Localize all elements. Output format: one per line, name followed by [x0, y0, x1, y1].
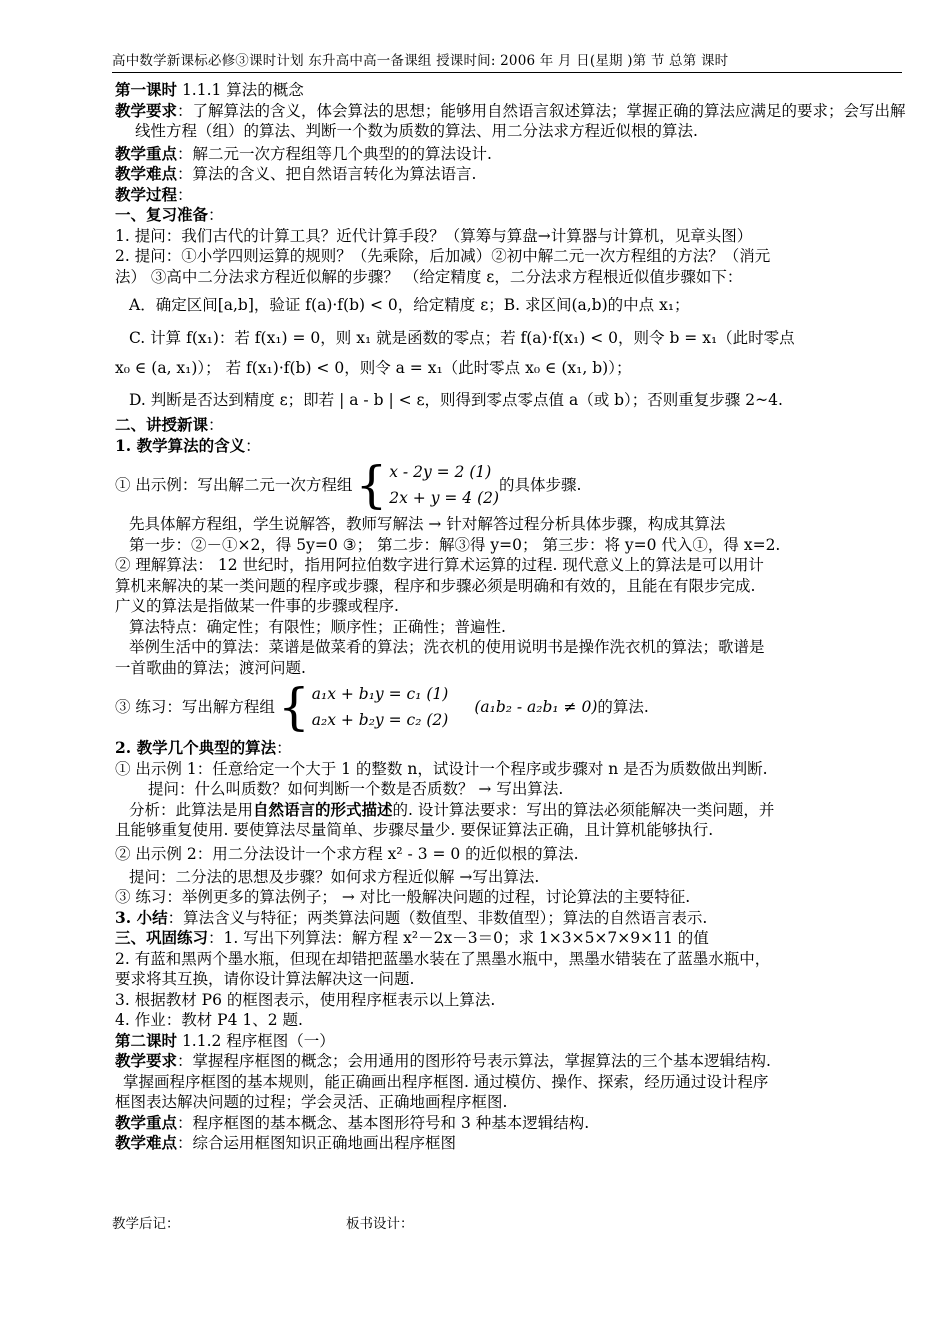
- typical-example-2-question: 提问：二分法的思想及步骤？如何求方程近似解 →写出算法.: [129, 867, 540, 886]
- lesson2-title: 第二课时 1.1.2 程序框图（一）: [115, 1030, 335, 1050]
- lesson2-difficulties: 教学难点：综合运用框图知识正确地画出程序框图: [115, 1133, 457, 1152]
- review-question-1: 1. 提问：我们古代的计算工具？近代计算手段？（算筹与算盘→计算器与计算机，见章头图）: [115, 226, 753, 245]
- practice-4-homework: 4. 作业：教材 P4 1、2 题.: [115, 1011, 303, 1029]
- section-review-heading: 一、复习准备：: [115, 205, 224, 224]
- practice-2b: 要求将其互换，请你设计算法解决这一问题.: [115, 970, 415, 988]
- practice-2a: 2. 有蓝和黑两个墨水瓶，但现在却错把蓝墨水装在了黑墨水瓶中，黑墨水错装在了蓝墨水瓶中，: [115, 949, 771, 968]
- example-1-equation-system: ① 出示例：写出解二元一次方程组 { x - 2y = 2 (1) 2x + y = 4 (2) 的具体步骤.: [115, 456, 582, 514]
- lesson2-requirements-a: 教学要求：掌握程序框图的概念；会用通用的图形符号表示算法，掌握算法的三个基本逻辑结构.: [115, 1051, 771, 1070]
- subsection-1-heading: 1. 教学算法的含义：: [115, 435, 261, 455]
- page-header: 高中数学新课标必修③课时计划 东升高中高一备课组 授课时间: 2006 年 月 日(星期 )第 节 总第 课时: [112, 49, 902, 73]
- equation-system: a₁x + b₁y = c₁ (1) a₂x + b₂y = c₂ (2): [311, 685, 449, 729]
- equation-system: x - 2y = 2 (1) 2x + y = 4 (2): [389, 463, 500, 507]
- typical-example-1-question: 提问：什么叫质数？如何判断一个数是否质数？ → 写出算法.: [148, 780, 564, 798]
- summary: 3. 小结：算法含义与特征；两类算法问题（数值型、非数值型）；算法的自然语言表示.: [115, 907, 708, 927]
- review-question-2b: 法） ③高中二分法求方程近似解的步骤？ （给定精度 ε，二分法求方程根近似值步骤如下：: [115, 267, 743, 286]
- lesson1-process-heading: 教学过程：: [115, 184, 193, 204]
- teaching-notes-label: 教学后记：: [112, 1216, 180, 1232]
- bisection-step-a: A．确定区间[a,b]，验证 f(a)·f(b) < 0，给定精度 ε；B. 求区间(a,b)的中点 x₁；: [129, 296, 690, 314]
- left-brace-icon: {: [277, 678, 310, 736]
- bisection-step-d: D. 判断是否达到精度 ε；即若 | a - b | < ε，则得到零点零点值 a（或 b）；否则重复步骤 2~4.: [129, 391, 783, 409]
- analysis-line-b: 且能够重复使用. 要使算法尽量简单、步骤尽量少. 要保证算法正确，且计算机能够执行.: [115, 821, 714, 839]
- board-design-label: 板书设计：: [346, 1216, 414, 1232]
- life-examples-a: 举例生活中的算法：菜谱是做菜肴的算法；洗衣机的使用说明书是操作洗衣机的算法；歌谱是: [129, 638, 765, 656]
- life-examples-b: 一首歌曲的算法；渡河问题.: [115, 658, 306, 677]
- example-1-description: 先具体解方程组，学生说解答，教师写解法 → 针对解答过程分析具体步骤，构成其算法: [129, 515, 726, 533]
- lesson1-title: 第一课时 1.1.1 算法的概念: [115, 80, 304, 99]
- lesson2-requirements-c: 框图表达解决问题的过程；学会灵活、正确地画程序框图.: [115, 1093, 508, 1111]
- practice-3: 3. 根据教材 P6 的框图表示，使用程序框表示以上算法.: [115, 990, 496, 1009]
- section-new-lesson-heading: 二、讲授新课：: [115, 415, 224, 434]
- typical-exercise-3: ③ 练习：举例更多的算法例子； → 对比一般解决问题的过程，讨论算法的主要特征.: [115, 888, 691, 906]
- review-question-2a: 2. 提问：①小学四则运算的规则？（先乘除，后加减）②初中解二元一次方程组的方法？（消元: [115, 247, 771, 265]
- understanding-algorithm-c: 广义的算法是指做某一件事的步骤或程序.: [115, 597, 399, 615]
- lesson1-difficulties: 教学难点：算法的含义、把自然语言转化为算法语言.: [115, 164, 477, 183]
- lesson1-key-points: 教学重点：解二元一次方程组等几个典型的的算法设计.: [115, 143, 492, 163]
- document-body: [115, 80, 911, 1154]
- bisection-step-c1: C. 计算 f(x₁)：若 f(x₁) = 0，则 x₁ 就是函数的零点；若 f(a)·f(x₁) < 0，则令 b = x₁（此时零点: [129, 329, 795, 347]
- exercise-3-equation-system: ③ 练习：写出解方程组 { a₁x + b₁y = c₁ (1) a₂x + b₂y = c₂ (2) (a₁b₂ - a₂b₁ ≠ 0) 的算法.: [115, 678, 649, 736]
- example-1-steps: 第一步：②－①×2，得 5y=0 ③； 第二步：解③得 y=0； 第三步：将 y=0 代入①，得 x=2.: [129, 535, 781, 554]
- typical-example-1: ① 出示例 1：任意给定一个大于 1 的整数 n，试设计一个程序或步骤对 n 是否为质数做出判断.: [115, 759, 768, 778]
- practice-heading: 三、巩固练习：1. 写出下列算法：解方程 x²－2x－3＝0；求 1×3×5×7×9×11 的值: [115, 928, 709, 947]
- algorithm-features: 算法特点：确定性；有限性；顺序性；正确性；普遍性.: [129, 617, 506, 636]
- bisection-step-c2: x₀ ∈ (a, x₁)）； 若 f(x₁)·f(b) < 0，则令 a = x₁（此时零点 x₀ ∈ (x₁, b)）；: [115, 359, 632, 377]
- typical-example-2: ② 出示例 2：用二分法设计一个求方程 x² - 3 = 0 的近似根的算法.: [115, 844, 579, 863]
- subsection-2-heading: 2. 教学几个典型的算法：: [115, 738, 292, 757]
- analysis-line-a: 分析：此算法是用自然语言的形式描述的. 设计算法要求：写出的算法必须能解决一类问题，并: [129, 799, 775, 819]
- lesson1-requirements: 教学要求：了解算法的含义，体会算法的思想；能够用自然语言叙述算法；掌握正确的算法应满足的要求；会写出解线性方程（组）的算法、判断一个数为质数的算法、用二分法求方程近似根的算法.: [115, 100, 906, 140]
- understanding-algorithm-a: ② 理解算法： 12 世纪时，指用阿拉伯数字进行算术运算的过程. 现代意义上的算法是可以用计: [115, 556, 764, 574]
- left-brace-icon: {: [355, 456, 388, 514]
- lesson2-key-points: 教学重点：程序框图的基本概念、基本图形符号和 3 种基本逻辑结构.: [115, 1112, 590, 1132]
- lesson2-requirements-b: 掌握画程序框图的基本规则，能正确画出程序框图. 通过模仿、操作、探索，经历通过设计程序: [123, 1072, 769, 1091]
- understanding-algorithm-b: 算机来解决的某一类问题的程序或步骤，程序和步骤必须是明确和有效的，且能在有限步完成.: [115, 576, 756, 595]
